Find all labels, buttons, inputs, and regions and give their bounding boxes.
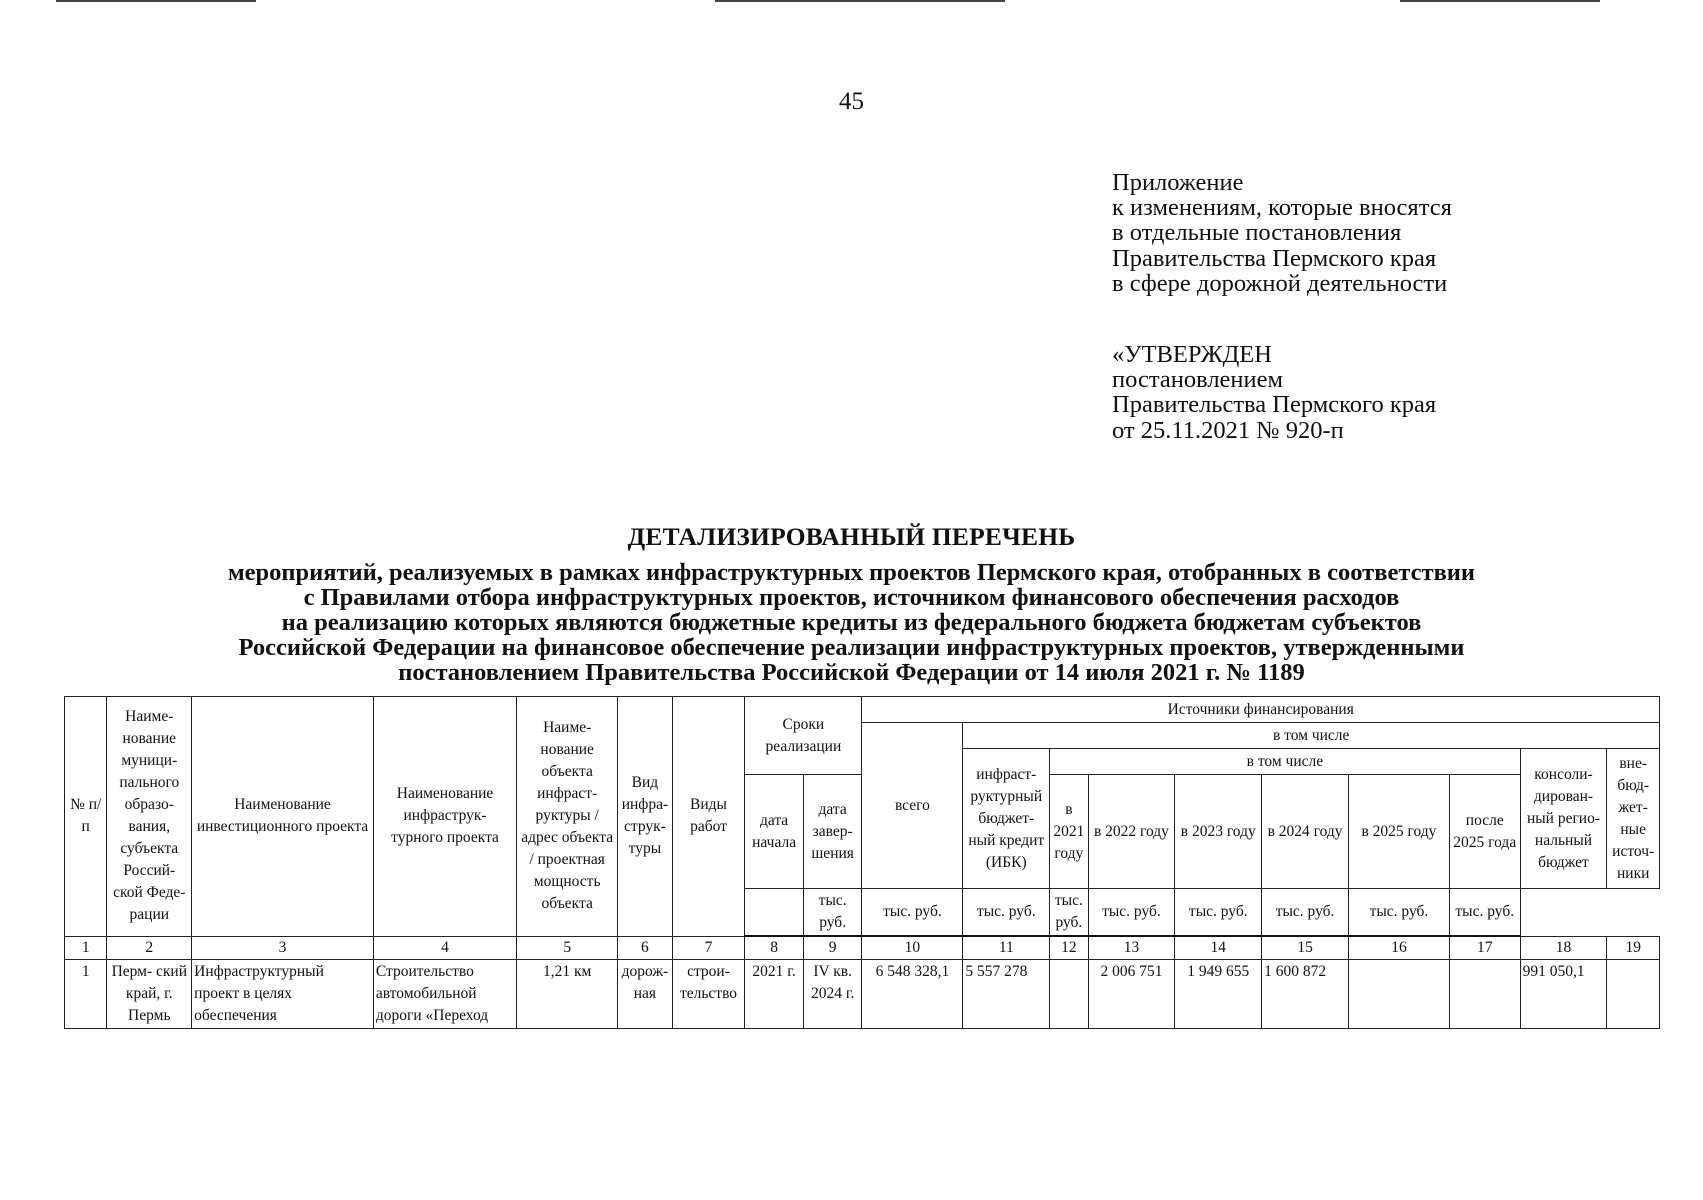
cell-ibk: 5 557 278 (963, 960, 1050, 1029)
column-number: 14 (1175, 936, 1262, 960)
cell-2021 (1050, 960, 1088, 1029)
approval-line: от 25.11.2021 № 920-п (1112, 416, 1344, 444)
cell-end: IV кв. 2024 г. (803, 960, 862, 1029)
header-2024: в 2024 году (1262, 775, 1349, 889)
cell-2022: 2 006 751 (1088, 960, 1175, 1029)
subtitle-line: Российской Федерации на финансовое обеспечение реализации инфраструктурных проектов, утвержденными (238, 633, 1465, 661)
header-investment-project: Наименование инвестиционного проекта (192, 697, 374, 937)
cell-work-type: строи- тельство (672, 960, 745, 1029)
column-number: 17 (1449, 936, 1520, 960)
header-2022: в 2022 году (1088, 775, 1175, 889)
scan-edge-line (1400, 0, 1600, 2)
unit-offbudget: тыс. руб. (1449, 889, 1520, 937)
column-number: 15 (1262, 936, 1349, 960)
cell-2025 (1348, 960, 1449, 1029)
appendix-line: Правительства Пермского края (1112, 244, 1437, 272)
cell-infra-project: Строительство автомобильной дороги «Переход (373, 960, 516, 1029)
unit-2023: тыс. руб. (1050, 889, 1088, 937)
appendix-line: к изменениям, которые вносятся (1112, 194, 1452, 222)
cell-consolidated: 991 050,1 (1520, 960, 1607, 1029)
header-end: дата завер- шения (803, 775, 862, 889)
unit-2022: тыс. руб. (963, 889, 1050, 937)
projects-table (64, 696, 1660, 1029)
header-including-1: в том числе (963, 723, 1660, 749)
header-object: Наиме- нование объекта инфраст- руктуры / адрес объекта / проектная мощность объекта (517, 697, 618, 937)
column-number: 6 (618, 936, 673, 960)
subtitle-line: на реализацию которых являются бюджетные кредиты из федерального бюджета бюджетам субъектов (281, 608, 1422, 636)
approval-block (1112, 342, 1436, 443)
header-offbudget: вне- бюд- жет- ные источ- ники (1607, 749, 1660, 889)
column-number: 1 (65, 936, 107, 960)
column-number: 3 (192, 936, 374, 960)
unit-total (745, 889, 804, 937)
cell-start: 2021 г. (745, 960, 804, 1029)
header-including-2: в том числе (1050, 749, 1520, 775)
header-sources: Источники финансирования (862, 697, 1660, 723)
column-number: 13 (1088, 936, 1175, 960)
appendix-line: в сфере дорожной деятельности (1112, 269, 1448, 297)
header-after-2025: после 2025 года (1449, 775, 1520, 889)
cell-offbudget (1607, 960, 1660, 1029)
header-total: всего (862, 723, 963, 889)
cell-infra-type: дорож- ная (618, 960, 673, 1029)
subtitle-line: постановлением Правительства Российской Федерации от 14 июля 2021 г. № 1189 (398, 658, 1305, 686)
subtitle-line: мероприятий, реализуемых в рамках инфраструктурных проектов Пермского края, отобранных в соответствии (227, 559, 1476, 586)
column-number-row (65, 936, 1660, 960)
cell-2024: 1 600 872 (1262, 960, 1349, 1029)
column-number: 5 (517, 936, 618, 960)
header-work-type: Виды работ (672, 697, 745, 937)
page-number: 45 (839, 88, 864, 115)
column-number: 10 (862, 936, 963, 960)
header-infra-project: Наименование инфраструк- турного проекта (373, 697, 516, 937)
cell-num: 1 (65, 960, 107, 1029)
column-number: 9 (803, 936, 862, 960)
approval-line: «УТВЕРЖДЕН (1112, 341, 1272, 368)
cell-municipality: Перм- ский край, г. Пермь (107, 960, 192, 1029)
column-number: 2 (107, 936, 192, 960)
scan-edge-line (715, 0, 1005, 2)
appendix-line: в отдельные постановления (1112, 219, 1402, 247)
column-number: 7 (672, 936, 745, 960)
appendix-line: Приложение (1112, 169, 1244, 196)
cell-total: 6 548 328,1 (862, 960, 963, 1029)
unit-consolidated: тыс. руб. (1348, 889, 1449, 937)
header-num: № п/п (65, 697, 107, 937)
header-ibk: инфраст- руктурный бюджет- ный кредит (ИБК) (963, 749, 1050, 889)
appendix-block (1112, 170, 1452, 296)
approval-line: постановлением (1112, 366, 1284, 394)
column-number: 18 (1520, 936, 1607, 960)
unit-2025: тыс. руб. (1175, 889, 1262, 937)
document-title: ДЕТАЛИЗИРОВАННЫЙ ПЕРЕЧЕНЬ (627, 522, 1076, 551)
document-subtitle (80, 560, 1623, 685)
header-infra-type: Вид инфра- струк- туры (618, 697, 673, 937)
header-terms: Сроки реализации (745, 697, 862, 775)
column-number: 8 (745, 936, 804, 960)
header-2025: в 2025 году (1348, 775, 1449, 889)
unit-2021: тыс. руб. (862, 889, 963, 937)
cell-after-2025 (1449, 960, 1520, 1029)
column-number: 11 (963, 936, 1050, 960)
column-number: 19 (1607, 936, 1660, 960)
column-number: 12 (1050, 936, 1088, 960)
cell-investment-project: Инфраструктурный проект в целях обеспечения (192, 960, 374, 1029)
subtitle-line: с Правилами отбора инфраструктурных проектов, источником финансового обеспечения расходов (303, 583, 1400, 611)
header-municipality: Наиме- нование муници- пального образо- вания, субъекта Россий- ской Феде- рации (107, 697, 192, 937)
unit-after-2025: тыс. руб. (1262, 889, 1349, 937)
unit-ibk: тыс. руб. (803, 889, 862, 937)
header-consolidated: консоли- дирован- ный регио- нальный бюджет (1520, 749, 1607, 889)
cell-object: 1,21 км (517, 960, 618, 1029)
table-row (65, 960, 1660, 1029)
header-2021: в 2021 году (1050, 775, 1088, 889)
scan-edge-line (56, 0, 256, 2)
approval-line: Правительства Пермского края (1112, 391, 1437, 419)
unit-2024: тыс. руб. (1088, 889, 1175, 937)
column-number: 4 (373, 936, 516, 960)
cell-2023: 1 949 655 (1175, 960, 1262, 1029)
header-2023: в 2023 году (1175, 775, 1262, 889)
column-number: 16 (1348, 936, 1449, 960)
header-start: дата начала (745, 775, 804, 889)
